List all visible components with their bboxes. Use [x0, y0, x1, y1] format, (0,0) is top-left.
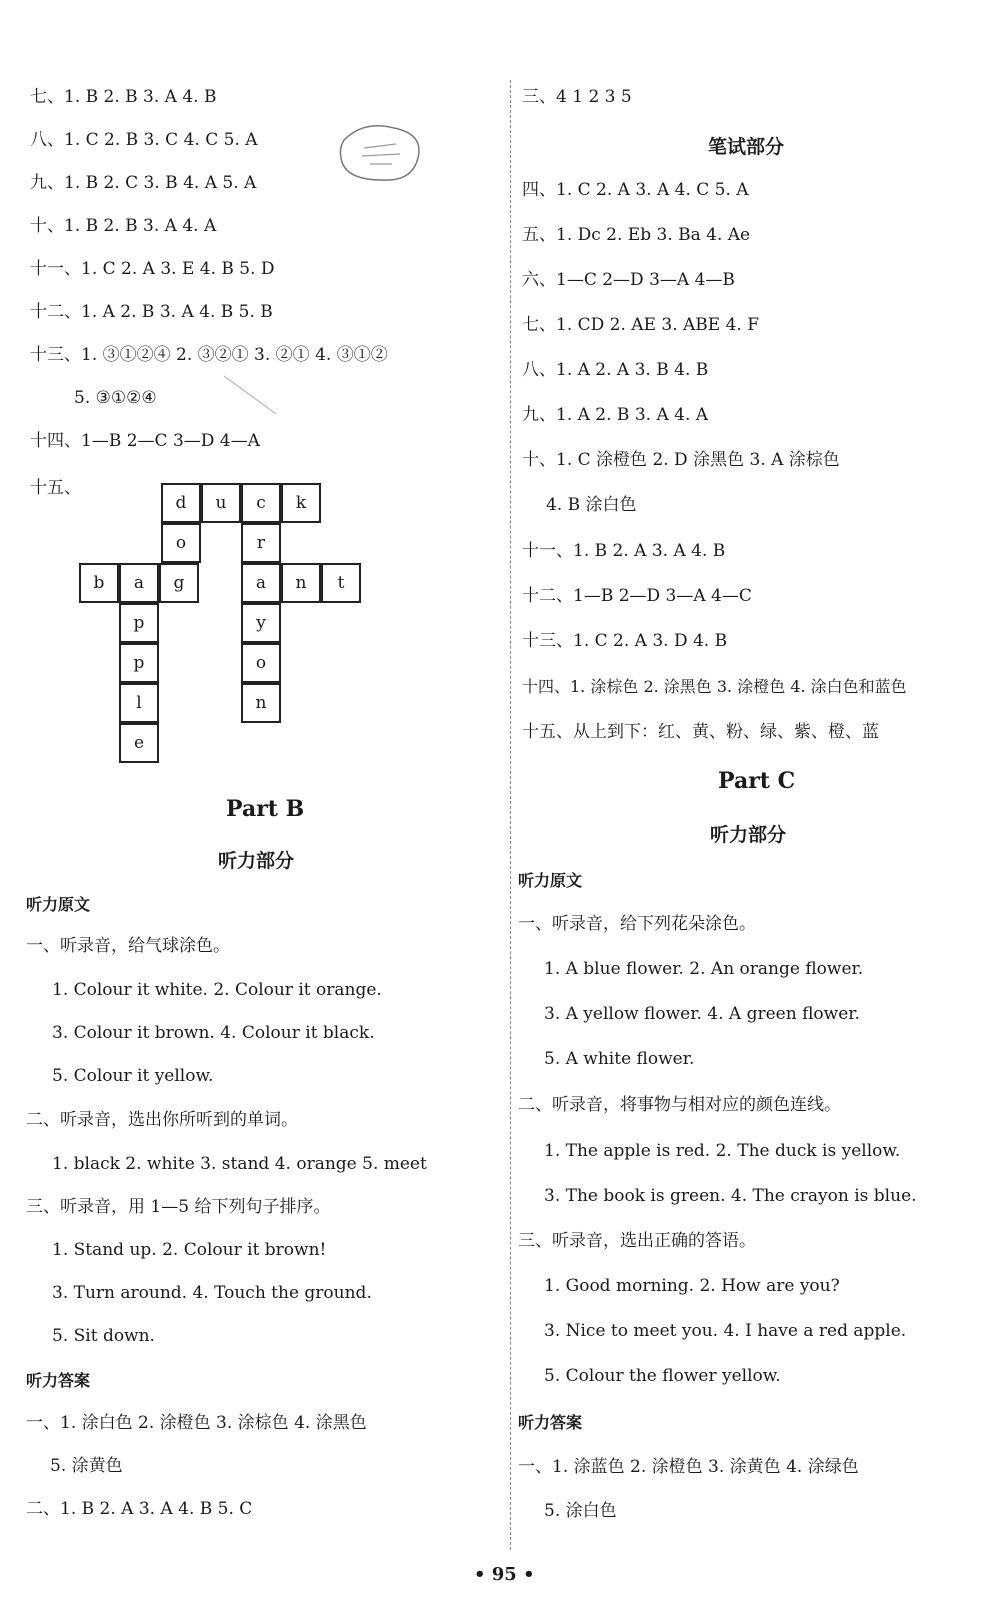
crossword-cell: d [161, 483, 201, 523]
crossword-cell: c [241, 483, 281, 523]
original-line: 三、听录音，选出正确的答语。 [518, 1231, 756, 1251]
original-line: 3. Turn around. 4. Touch the ground. [52, 1283, 372, 1303]
original-line: 3. A yellow flower. 4. A green flower. [544, 1004, 860, 1024]
original-line: 3. Colour it brown. 4. Colour it black. [52, 1023, 375, 1043]
answer-line: 十一、1. C 2. A 3. E 4. B 5. D [30, 259, 275, 279]
answer-line: 五、1. Dc 2. Eb 3. Ba 4. Ae [522, 225, 751, 245]
crossword-cell: b [79, 563, 119, 603]
listening-answer-line: 一、1. 涂白色 2. 涂橙色 3. 涂棕色 4. 涂黑色 [26, 1413, 367, 1433]
answer-line: 十四、1. 涂棕色 2. 涂黑色 3. 涂橙色 4. 涂白色和蓝色 [522, 677, 907, 696]
stamp-logo [334, 120, 426, 186]
crossword-cell: a [241, 563, 281, 603]
original-line: 1. black 2. white 3. stand 4. orange 5. meet [52, 1154, 427, 1174]
answer-line: 十、1. C 涂橙色 2. D 涂黑色 3. A 涂棕色 [522, 450, 840, 470]
listening-header: 听力部分 [710, 824, 787, 846]
crossword-cell: p [119, 643, 159, 683]
crossword-cell: t [321, 563, 361, 603]
listening-original-label: 听力原文 [26, 895, 91, 914]
answer-line: 5. ③①②④ [74, 388, 157, 408]
original-line: 三、听录音，用 1—5 给下列句子排序。 [26, 1197, 331, 1217]
original-line: 1. Good morning. 2. How are you? [544, 1276, 840, 1296]
answer-line: 十、1. B 2. B 3. A 4. A [30, 216, 217, 236]
crossword-cell: g [159, 563, 199, 603]
answer-line: 十五、从上到下：红、黄、粉、绿、紫、橙、蓝 [522, 722, 879, 742]
original-line: 1. The apple is red. 2. The duck is yellow. [544, 1141, 901, 1161]
listening-answer-line: 一、1. 涂蓝色 2. 涂橙色 3. 涂黄色 4. 涂绿色 [518, 1457, 859, 1477]
crossword-cell: a [119, 563, 159, 603]
crossword-cell: o [241, 643, 281, 683]
part-c-title: Part C [718, 768, 796, 794]
answer-line: 八、1. C 2. B 3. C 4. C 5. A [30, 130, 258, 150]
page-number: • 95 • [474, 1564, 535, 1585]
listening-header: 听力部分 [218, 850, 295, 872]
listening-answer-line: 5. 涂黄色 [50, 1456, 123, 1476]
crossword-cell: l [119, 683, 159, 723]
written-header: 笔试部分 [708, 136, 785, 158]
original-line: 一、听录音，给下列花朵涂色。 [518, 914, 756, 934]
answer-line: 八、1. A 2. A 3. B 4. B [522, 360, 709, 380]
original-line: 一、听录音，给气球涂色。 [26, 936, 230, 956]
original-line: 5. A white flower. [544, 1049, 695, 1069]
crossword-cell: k [281, 483, 321, 523]
answer-line: 十一、1. B 2. A 3. A 4. B [522, 541, 726, 561]
answer-line: 四、1. C 2. A 3. A 4. C 5. A [522, 180, 749, 200]
original-line: 二、听录音，将事物与相对应的颜色连线。 [518, 1095, 841, 1115]
listening-answers-label: 听力答案 [26, 1371, 91, 1390]
answer-line: 七、1. CD 2. AE 3. ABE 4. F [522, 315, 760, 335]
original-line: 5. Sit down. [52, 1326, 155, 1346]
original-line: 3. Nice to meet you. 4. I have a red apple. [544, 1321, 907, 1341]
answer-line: 三、4 1 2 3 5 [522, 87, 632, 107]
answer-line: 十二、1. A 2. B 3. A 4. B 5. B [30, 302, 273, 322]
crossword-cell: u [201, 483, 241, 523]
answer-line: 六、1—C 2—D 3—A 4—B [522, 270, 735, 290]
crossword-cell: o [161, 523, 201, 563]
answer-line: 十四、1—B 2—C 3—D 4—A [30, 431, 260, 451]
original-line: 5. Colour the flower yellow. [544, 1366, 781, 1386]
listening-original-label: 听力原文 [518, 871, 583, 890]
original-line: 5. Colour it yellow. [52, 1066, 214, 1086]
answer-line: 4. B 涂白色 [546, 495, 637, 515]
column-divider [510, 80, 511, 1550]
crossword-cell: e [119, 723, 159, 763]
listening-answer-line: 二、1. B 2. A 3. A 4. B 5. C [26, 1499, 253, 1519]
crossword-cell: n [241, 683, 281, 723]
original-line: 二、听录音，选出你所听到的单词。 [26, 1110, 298, 1130]
crossword-cell: y [241, 603, 281, 643]
answer-line: 十五、 [30, 478, 81, 498]
answer-line: 十三、1. ③①②④ 2. ③②① 3. ②① 4. ③①② [30, 345, 388, 365]
listening-answers-label: 听力答案 [518, 1413, 583, 1432]
answer-line: 九、1. A 2. B 3. A 4. A [522, 405, 709, 425]
original-line: 1. Stand up. 2. Colour it brown! [52, 1240, 327, 1260]
original-line: 3. The book is green. 4. The crayon is blue. [544, 1186, 917, 1206]
listening-answer-line: 5. 涂白色 [544, 1501, 617, 1521]
answer-line: 十三、1. C 2. A 3. D 4. B [522, 631, 728, 651]
crossword-cell: p [119, 603, 159, 643]
answer-line: 九、1. B 2. C 3. B 4. A 5. A [30, 173, 257, 193]
stray-mark [220, 370, 280, 420]
answer-line: 七、1. B 2. B 3. A 4. B [30, 87, 217, 107]
original-line: 1. Colour it white. 2. Colour it orange. [52, 980, 382, 1000]
crossword-cell: r [241, 523, 281, 563]
crossword-cell: n [281, 563, 321, 603]
answer-line: 十二、1—B 2—D 3—A 4—C [522, 586, 752, 606]
part-b-title: Part B [226, 796, 305, 822]
original-line: 1. A blue flower. 2. An orange flower. [544, 959, 864, 979]
